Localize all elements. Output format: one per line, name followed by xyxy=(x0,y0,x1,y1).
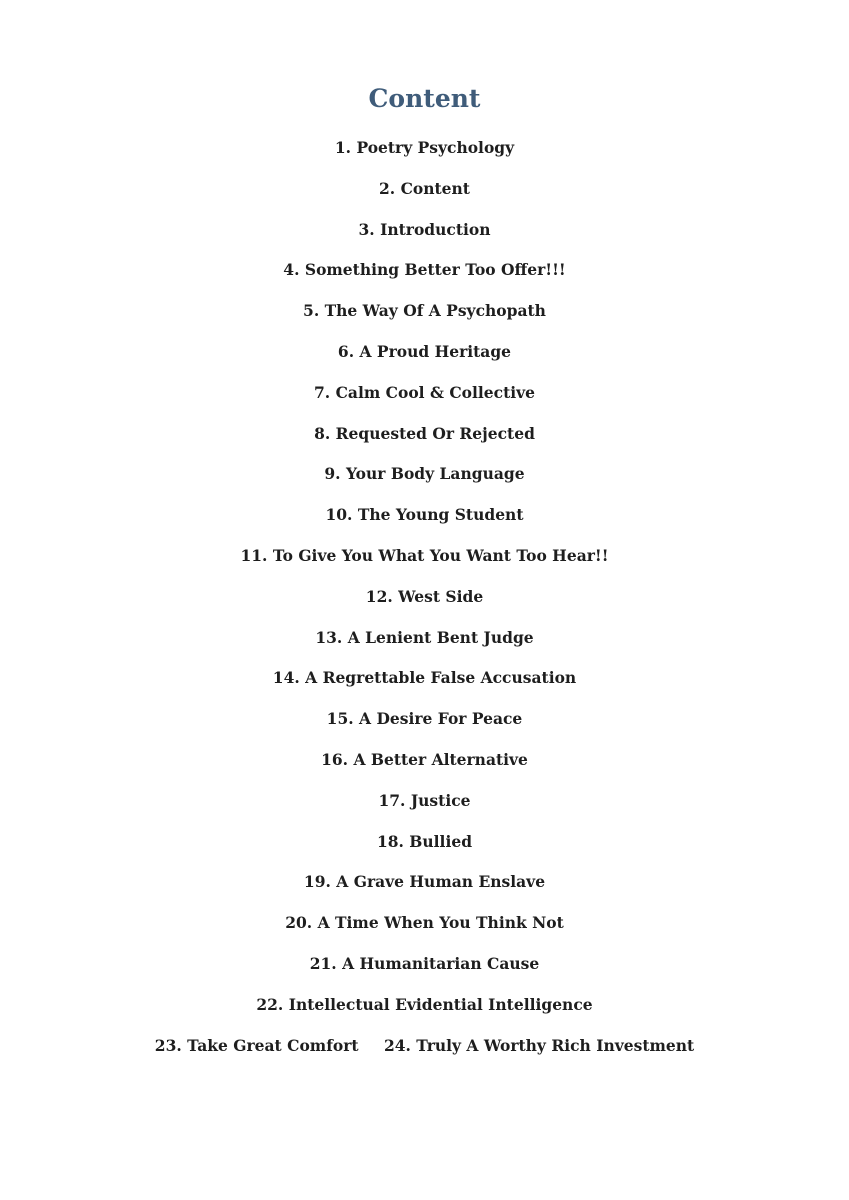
toc-item-9: 9. Your Body Language xyxy=(324,464,525,484)
toc-item-5: 5. The Way Of A Psychopath xyxy=(303,301,546,321)
toc-item-20: 20. A Time When You Think Not xyxy=(285,913,564,933)
toc-item-2: 2. Content xyxy=(379,178,470,198)
toc-item-6: 6. A Proud Heritage xyxy=(337,341,512,361)
toc-item-13: 13. A Lenient Bent Judge xyxy=(315,627,534,647)
toc-item-8: 8. Requested Or Rejected xyxy=(314,423,535,443)
toc-item-19: 19. A Grave Human Enslave xyxy=(303,872,546,892)
toc-item-21: 21. A Humanitarian Cause xyxy=(309,953,540,973)
toc-item-16: 16. A Better Alternative xyxy=(321,749,528,769)
toc-item-4: 4. Something Better Too Offer!!! xyxy=(283,260,566,280)
toc-item-14: 14. A Regrettable False Accusation xyxy=(272,668,577,688)
toc-item-10: 10. The Young Student xyxy=(325,505,524,525)
toc-item-1: 1. Poetry Psychology xyxy=(334,138,515,157)
toc-item-12: 12. West Side xyxy=(365,586,484,606)
toc-item-22: 22. Intellectual Evidential Intelligence xyxy=(256,994,593,1014)
toc-last-line xyxy=(0,1033,849,1063)
page-title: Content xyxy=(368,84,481,113)
toc-item-15: 15. A Desire For Peace xyxy=(326,709,523,729)
toc-item-17: 17. Justice xyxy=(378,790,471,810)
toc-item-11: 11. To Give You What You Want Too Hear!! xyxy=(240,545,609,565)
table-of-contents xyxy=(0,135,849,1063)
toc-item-3: 3. Introduction xyxy=(358,219,491,239)
toc-item-23: 23. Take Great Comfort xyxy=(154,1035,359,1055)
toc-item-7: 7. Calm Cool & Collective xyxy=(314,382,535,402)
toc-item-18: 18. Bullied xyxy=(376,831,473,851)
toc-item-24: 24. Truly A Worthy Rich Investment xyxy=(383,1035,695,1055)
